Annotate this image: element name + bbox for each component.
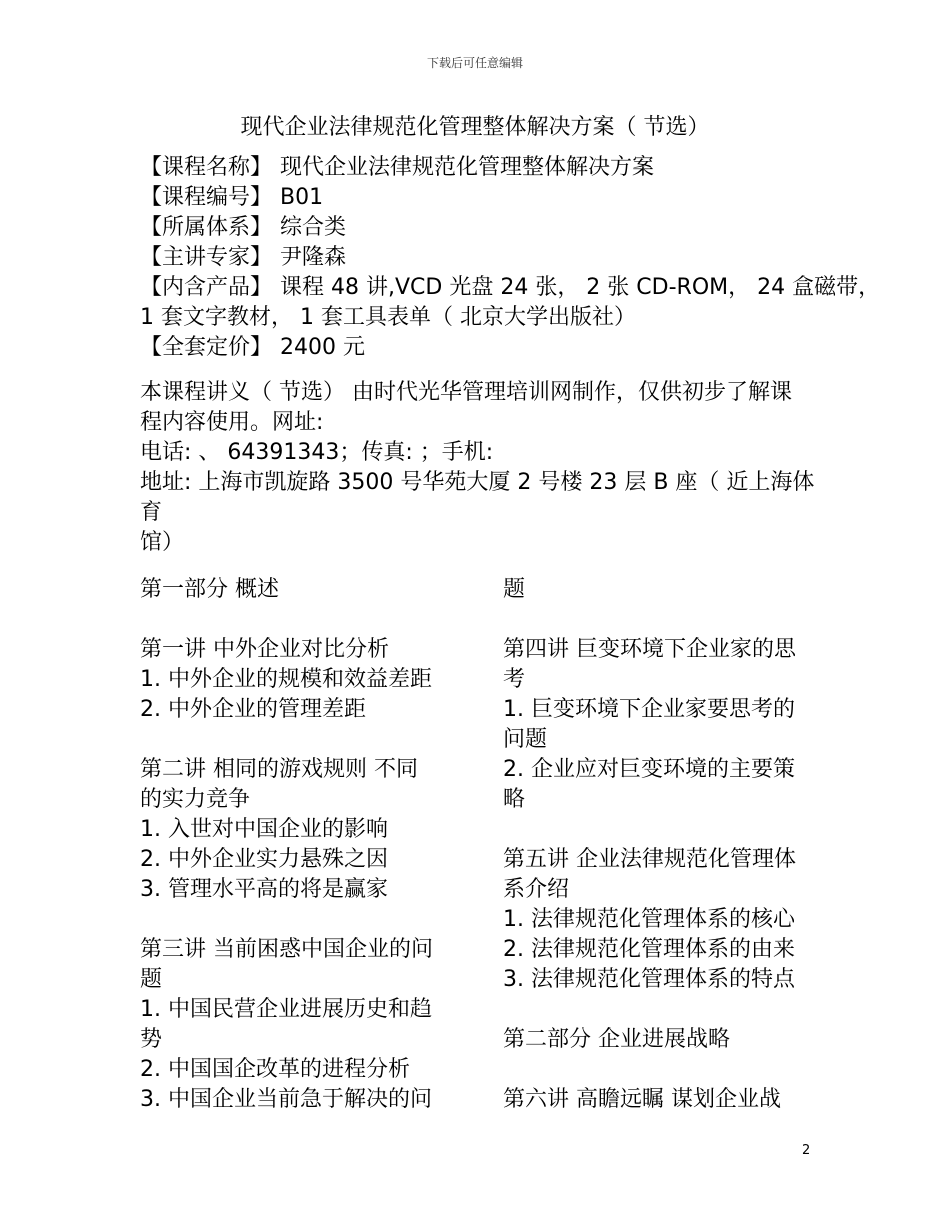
products-label: 【内含产品】 <box>140 275 273 300</box>
toc-line: 第一讲 中外企业对比分析 <box>140 637 389 662</box>
spacer <box>140 605 450 635</box>
course-info <box>140 153 881 363</box>
intro-block <box>140 378 820 558</box>
document-title: 现代企业法律规范化管理整体解决方案（ 节选） <box>240 115 710 140</box>
course-code-value: B01 <box>280 185 324 210</box>
toc-line: 第五讲 企业法律规范化管理体 <box>503 847 796 872</box>
spacer <box>503 815 813 845</box>
course-name-value: 现代企业法律规范化管理整体解决方案 <box>280 155 655 180</box>
expert-row <box>140 243 820 273</box>
toc-line: 问题 <box>503 727 548 752</box>
toc-line: 2. 企业应对巨变环境的主要策 <box>503 757 795 782</box>
toc-line: 2. 中国国企改革的进程分析 <box>140 1057 410 1082</box>
address-line: 地址: 上海市凯旋路 3500 号华苑大厦 2 号楼 23 层 B 座（ 近上海体育 <box>140 470 815 525</box>
expert-label: 【主讲专家】 <box>140 245 273 270</box>
toc-line: 系介绍 <box>503 877 570 902</box>
products-value: 课程 48 讲,VCD 光盘 24 张， 2 张 CD-ROM， 24 盒磁带， <box>280 275 881 300</box>
price-row <box>140 333 820 363</box>
address-line: 馆） <box>140 530 185 555</box>
header-note: 下载后可任意编辑 <box>426 56 523 70</box>
expert-value: 尹隆森 <box>280 245 347 270</box>
toc-line: 2. 法律规范化管理体系的由来 <box>503 937 795 962</box>
toc-line: 第二讲 相同的游戏规则 不同 <box>140 757 418 782</box>
toc-line: 1. 入世对中国企业的影响 <box>140 817 388 842</box>
toc-line: 3. 中国企业当前急于解决的问 <box>140 1087 432 1112</box>
spacer <box>503 1055 813 1085</box>
toc-line: 题 <box>140 967 163 992</box>
toc-line: 1. 法律规范化管理体系的核心 <box>503 907 795 932</box>
toc-line: 第一部分 概述 <box>140 577 279 602</box>
toc-line: 第六讲 高瞻远瞩 谋划企业战 <box>503 1087 781 1112</box>
toc-line: 考 <box>503 667 526 692</box>
products-continued: 1 套文字教材， 1 套工具表单（ 北京大学出版社） <box>140 305 636 330</box>
spacer <box>503 995 813 1025</box>
toc-line: 略 <box>503 787 526 812</box>
course-code-row <box>140 183 820 213</box>
system-row <box>140 213 820 243</box>
toc-line: 3. 法律规范化管理体系的特点 <box>503 967 795 992</box>
toc-line: 第三讲 当前困惑中国企业的问 <box>140 937 433 962</box>
phone-line: 电话: 、 64391343；传真: ；手机: <box>140 440 494 465</box>
toc-line: 第四讲 巨变环境下企业家的思 <box>503 637 796 662</box>
toc-line: 势 <box>140 1027 163 1052</box>
products-row <box>140 273 881 303</box>
spacer <box>140 725 450 755</box>
toc-line: 第二部分 企业进展战略 <box>503 1027 730 1052</box>
intro-line: 本课程讲义（ 节选） 由时代光华管理培训网制作，仅供初步了解课 <box>140 380 792 405</box>
toc-line: 2. 中外企业实力悬殊之因 <box>140 847 388 872</box>
page-number: 2 <box>802 1143 811 1158</box>
course-name-label: 【课程名称】 <box>140 155 273 180</box>
system-label: 【所属体系】 <box>140 215 273 240</box>
spacer <box>140 905 450 935</box>
spacer <box>503 605 813 635</box>
toc-line: 3. 管理水平高的将是赢家 <box>140 877 388 902</box>
price-label: 【全套定价】 <box>140 335 273 360</box>
toc-line: 题 <box>503 577 526 602</box>
toc-line: 的实力竞争 <box>140 787 251 812</box>
price-value: 2400 元 <box>280 335 365 360</box>
system-value: 综合类 <box>280 215 347 240</box>
toc-line: 1. 中外企业的规模和效益差距 <box>140 667 432 692</box>
toc-line: 2. 中外企业的管理差距 <box>140 697 366 722</box>
toc-left-column <box>140 575 450 1115</box>
toc-line: 1. 中国民营企业进展历史和趋 <box>140 997 432 1022</box>
toc-line: 1. 巨变环境下企业家要思考的 <box>503 697 795 722</box>
intro-line: 程内容使用。网址: <box>140 410 324 435</box>
course-name-row <box>140 153 820 183</box>
course-code-label: 【课程编号】 <box>140 185 273 210</box>
toc-right-column <box>503 575 813 1115</box>
